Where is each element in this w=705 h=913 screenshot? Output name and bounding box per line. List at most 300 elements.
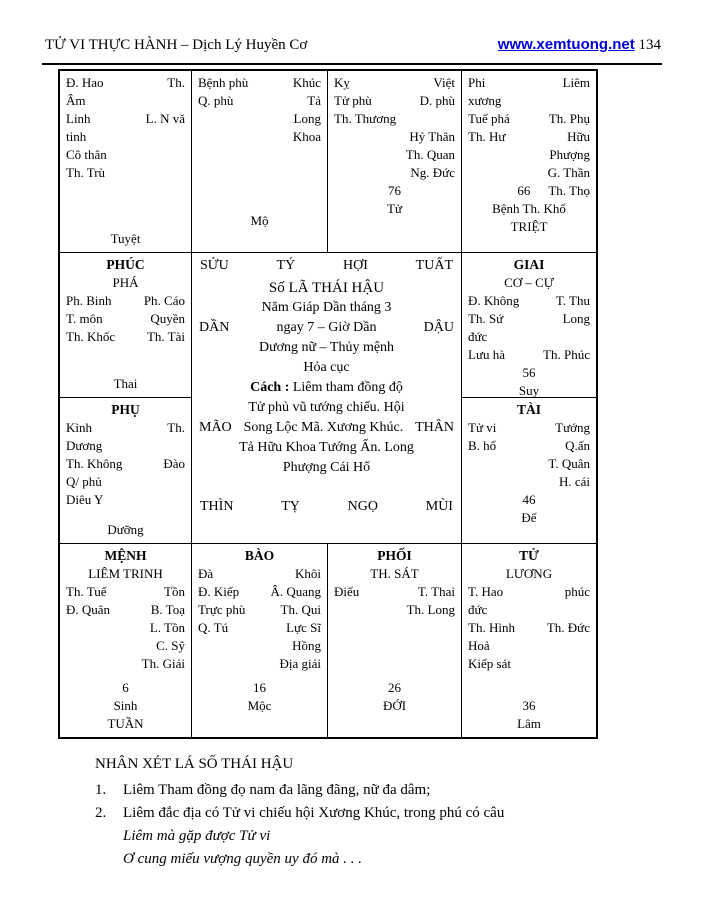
chart-title: Số LÃ THÁI HẬU (268, 279, 385, 296)
star-name: Lực Sĩ (286, 620, 321, 636)
cell-footer-line: ĐỚI (382, 698, 407, 713)
star-name: B. hổ (468, 438, 497, 454)
star-name: Lưu hà (468, 346, 506, 362)
star-name (198, 655, 236, 673)
palace-main-stars: CƠ – CỰ (504, 274, 554, 290)
star-name: Th. Thương (334, 111, 397, 126)
star-name (468, 182, 499, 200)
star-name: H. cái (558, 474, 591, 490)
palace-cell-10 (192, 544, 328, 737)
note-text: Liêm Tham đồng đọ nam đa lãng đãng, nữ đa dâm; (123, 782, 431, 798)
star-name (104, 92, 147, 110)
star-name (421, 182, 455, 200)
star-name (551, 328, 590, 346)
star-name (106, 583, 148, 601)
star-name (237, 110, 282, 128)
star-name: Q.ấn (565, 438, 591, 454)
palace-cell-11 (328, 544, 462, 737)
star-name (368, 601, 407, 619)
star-name: Q/ phủ (66, 474, 102, 490)
star-name: Th. Giải (141, 656, 185, 672)
cell-footer-line: TUẦN (107, 716, 144, 731)
star-name (370, 164, 411, 182)
hoi-line-4: Phượng Cái Hổ (282, 459, 371, 475)
star-line (468, 455, 590, 473)
cell-footer (66, 679, 185, 733)
branch-label: DẦN (199, 319, 230, 335)
star-name: Ng. Đức (410, 165, 455, 180)
star-name: đức (468, 328, 488, 344)
star-name (507, 637, 552, 655)
star-name (507, 328, 552, 346)
branch-label: DẬU (423, 319, 454, 335)
star-name (468, 200, 483, 218)
star-name: Việt (433, 75, 455, 90)
star-line (468, 182, 590, 200)
star-line (66, 74, 185, 92)
header-divider (42, 63, 662, 65)
star-name (104, 74, 147, 92)
star-name: xương (468, 93, 502, 108)
star-line (468, 437, 590, 455)
star-name: Đ. Hao (66, 75, 104, 90)
palace-main-stars: LƯƠNG (505, 566, 553, 582)
cach-line (199, 378, 454, 398)
star-name: Âm (66, 93, 86, 108)
star-name (104, 619, 147, 637)
star-name (468, 146, 506, 164)
star-name: Th. Tuế (66, 584, 107, 600)
star-line (334, 110, 455, 128)
star-line (468, 583, 590, 601)
star-name (428, 110, 455, 128)
star-name (558, 382, 590, 398)
palace-name: MỆNH (104, 548, 147, 564)
star-name: Th. Không (66, 456, 123, 472)
branch-row-mid-1 (199, 318, 454, 338)
star-name: T. Quân (548, 456, 590, 472)
star-name (507, 437, 552, 455)
star-name (147, 437, 185, 455)
star-line (66, 601, 185, 619)
star-name (468, 364, 503, 382)
star-name: Tử (387, 201, 402, 216)
cell-footer-line: Tuyệt (110, 230, 141, 246)
star-name: Â. Quang (270, 584, 321, 600)
star-line (66, 637, 185, 655)
star-name (555, 491, 590, 509)
star-name: Suy (518, 382, 540, 398)
star-name: Bệnh Th. Khổ (492, 201, 566, 216)
hoi-line-2: Song Lộc Mã. Xương Khúc. (243, 419, 404, 435)
star-name (575, 200, 590, 218)
star-line (198, 565, 321, 583)
star-line (468, 619, 590, 637)
palace-name: PHỐI (377, 548, 412, 564)
palace-name: TÀI (516, 402, 541, 418)
document-title: TỬ VI THỰC HÀNH – Dịch Lý Huyền Cơ (45, 37, 308, 53)
note-number: 1. (95, 782, 107, 798)
star-line (468, 382, 590, 398)
hoi-line-3: Tả Hữu Khoa Tướng Ấn. Long (239, 439, 414, 455)
star-line (334, 182, 455, 200)
star-name: Điếu (334, 584, 360, 600)
star-name (334, 146, 367, 164)
notes-list (95, 779, 655, 825)
star-name (551, 637, 590, 655)
star-name: Diêu Y (66, 492, 104, 508)
branch-label: SỬU (200, 257, 229, 273)
star-line (468, 292, 590, 310)
star-name: Th. Quan (405, 147, 455, 162)
birth-year-line: Năm Giáp Dần tháng 3 (261, 299, 392, 315)
star-name (107, 146, 149, 164)
star-line (66, 491, 185, 509)
star-line (468, 200, 590, 218)
star-line (334, 583, 455, 601)
star-name (556, 509, 590, 527)
cell-footer-line (198, 715, 321, 733)
cell-footer-line: Thai (113, 376, 138, 392)
star-line (198, 110, 321, 128)
star-line (66, 92, 185, 110)
star-name (507, 473, 552, 491)
notes-title: NHÂN XÉT LÁ SỐ THÁI HẬU (95, 756, 294, 772)
star-line (468, 473, 590, 491)
palace-name: BÀO (244, 548, 275, 564)
star-name: Dương (66, 438, 103, 454)
star-line (468, 364, 590, 382)
star-name: Th. Đức (546, 620, 590, 636)
star-name (421, 200, 455, 218)
palace-main-stars: PHÁ (112, 274, 139, 290)
star-name: Hữu (567, 129, 591, 144)
star-name (101, 655, 141, 673)
star-name: Tuế phá (468, 111, 510, 126)
hoi-line-1: Tử phủ vũ tướng chiếu. Hội (248, 399, 405, 415)
note-quote-line: Liêm mà gặp được Tử vi (123, 828, 271, 844)
cell-footer (66, 230, 185, 248)
star-name (553, 655, 590, 673)
branch-label: TỴ (281, 499, 300, 515)
page-header (45, 36, 661, 54)
star-name (507, 583, 552, 601)
tuvi-chart-grid (58, 69, 598, 739)
star-name (372, 74, 416, 92)
star-name (507, 310, 552, 328)
star-name: 76 (387, 183, 401, 198)
star-line (66, 619, 185, 637)
palace-name: TỬ (519, 548, 539, 564)
cell-1 (192, 71, 328, 253)
star-name (468, 218, 495, 236)
star-line (198, 583, 321, 601)
notes-section (95, 753, 655, 871)
star-name (372, 92, 416, 110)
website-link[interactable]: www.xemtuong.net (497, 36, 635, 53)
cach-label: Cách : (250, 379, 290, 395)
star-line (468, 328, 590, 346)
cell-footer-line: Dưỡng (107, 522, 144, 538)
star-name: 56 (522, 364, 536, 380)
star-line (468, 218, 590, 236)
star-name (510, 110, 549, 128)
chart-center-panel (192, 253, 462, 544)
star-name (104, 437, 147, 455)
star-name: 46 (522, 492, 536, 508)
star-name (147, 92, 185, 110)
star-line (198, 601, 321, 619)
star-name: Cô thân (66, 147, 107, 162)
star-name (555, 364, 590, 382)
notes-quotes (95, 825, 655, 871)
star-name: Kiếp sát (468, 656, 511, 672)
star-name (198, 637, 237, 655)
star-name: Kỵ (334, 75, 350, 90)
star-name (245, 601, 280, 619)
star-line (334, 146, 455, 164)
gender-destiny-line: Dương nữ – Thủy mệnh (258, 339, 395, 355)
star-name (237, 619, 282, 637)
star-name (66, 619, 104, 637)
star-name: Th. Long (406, 602, 455, 618)
star-name (505, 455, 548, 473)
star-name (507, 128, 552, 146)
star-name (468, 455, 505, 473)
star-line (468, 601, 590, 619)
star-name (239, 583, 270, 601)
star-name: Ph. Cáo (143, 292, 185, 308)
star-line (66, 455, 185, 473)
star-name (334, 128, 369, 146)
star-name (66, 655, 101, 673)
star-name (236, 655, 280, 673)
star-line (468, 146, 590, 164)
page-number: 134 (638, 37, 661, 53)
star-name: Q. phù (198, 93, 234, 108)
star-name (115, 328, 147, 346)
star-name: Th. Tài (146, 328, 185, 344)
star-name: B. Toạ (150, 602, 185, 618)
star-line (334, 200, 455, 218)
cell-2 (328, 71, 462, 253)
star-name (104, 419, 147, 437)
star-line (66, 419, 185, 437)
star-name (367, 146, 405, 164)
star-name (104, 128, 147, 146)
star-name (237, 128, 282, 146)
star-name (122, 455, 156, 473)
star-name (148, 164, 185, 182)
star-name: Th. Phúc (543, 346, 590, 362)
branch-label: TUẤT (415, 257, 453, 273)
star-name: Khúc (292, 75, 321, 90)
star-name: D. phù (419, 93, 455, 108)
star-name: L. N vă (145, 111, 185, 126)
star-name: T. môn (66, 310, 103, 326)
branch-row-mid-2 (199, 418, 454, 438)
star-name (563, 218, 590, 236)
cell-footer (66, 521, 185, 539)
palace-cell-7 (60, 398, 192, 544)
star-line (66, 328, 185, 346)
palace-cell-6 (462, 253, 596, 398)
palace-cell-9 (60, 544, 192, 737)
palace-name: PHÚC (106, 256, 145, 272)
cell-footer (334, 679, 455, 733)
star-name: C. Sỹ (156, 638, 185, 654)
star-name: Hoả (468, 638, 490, 654)
cell-footer-line: 36 (522, 698, 536, 713)
cell-footer-line: Lâm (517, 716, 541, 731)
branch-label: MÙI (425, 499, 453, 515)
cell-footer (66, 375, 185, 393)
star-name: Th. Qui (280, 602, 321, 618)
star-name (468, 509, 502, 527)
star-name: Th. Hư (468, 129, 506, 144)
cach-text: Liêm tham đồng độ (289, 379, 403, 395)
star-name (112, 292, 144, 310)
star-name (147, 128, 185, 146)
branch-label: TÝ (276, 257, 296, 273)
star-line (66, 655, 185, 673)
cell-footer-line: Mộc (247, 698, 272, 713)
star-name (103, 110, 146, 128)
star-name: Quyền (150, 310, 185, 326)
header-right (498, 36, 661, 54)
star-line (66, 437, 185, 455)
star-name: Tử vi (468, 420, 497, 436)
branch-row-top (199, 256, 454, 276)
star-name: Đà (198, 566, 214, 582)
star-name (104, 637, 147, 655)
palace-cell-8 (462, 398, 596, 544)
star-name (507, 74, 552, 92)
star-name (149, 146, 185, 164)
star-name (198, 128, 237, 146)
star-name: Địa giải (279, 656, 321, 672)
branch-label: THÂN (415, 419, 454, 435)
star-line (468, 110, 590, 128)
star-name: Đào (163, 456, 185, 472)
star-name: Th. Khốc (66, 328, 116, 344)
star-line (66, 164, 185, 182)
branch-label: MÃO (199, 419, 232, 435)
star-name (468, 473, 507, 491)
star-name (505, 346, 543, 364)
star-line (334, 92, 455, 110)
star-name: T. Hao (468, 584, 504, 600)
star-name: Th. Trù (66, 165, 106, 180)
star-name: Đ. Không (468, 292, 520, 308)
star-name: Th. Hình (468, 620, 515, 636)
star-name (237, 92, 282, 110)
star-name: Long (293, 111, 321, 126)
star-name: Tướng (555, 420, 591, 436)
star-line (468, 637, 590, 655)
branch-label: HỢI (343, 257, 368, 273)
star-line (198, 637, 321, 655)
note-text: Liêm đắc địa có Tử vi chiếu hội Xương Khúc, trong phú có câu (123, 805, 505, 821)
star-line (468, 419, 590, 437)
star-name (515, 619, 547, 637)
star-name (66, 637, 104, 655)
star-name: Phượng (549, 147, 590, 162)
note-number: 2. (95, 805, 107, 821)
star-name: Q. Tú (198, 620, 229, 636)
star-name (519, 292, 556, 310)
star-line (66, 128, 185, 146)
star-name: phúc (564, 584, 591, 600)
star-line (66, 292, 185, 310)
star-name (506, 146, 550, 164)
cell-footer (198, 212, 321, 248)
star-name (147, 491, 185, 509)
star-name: Phi (468, 75, 486, 90)
star-name: G. Thần (547, 165, 590, 180)
star-name (105, 164, 148, 182)
star-name: Khoa (292, 129, 321, 144)
star-name (104, 491, 147, 509)
star-name (237, 637, 282, 655)
birth-day-line: ngay 7 – Giờ Dần (276, 319, 377, 335)
star-name: Th. Sứ (468, 310, 504, 326)
star-line (468, 164, 590, 182)
star-name (104, 473, 147, 491)
note-quote-line: Ơ cung miếu vượng quyền uy đó mà . . . (123, 851, 363, 867)
star-line (468, 128, 590, 146)
star-name (198, 110, 237, 128)
palace-name: GIAI (513, 256, 545, 272)
cell-footer-line: 16 (253, 680, 266, 695)
star-name (110, 601, 150, 619)
star-name (468, 382, 500, 398)
star-name: Đ. Kiếp (198, 584, 240, 600)
star-name: Hỷ Thân (409, 129, 455, 144)
branch-label: THÌN (200, 499, 234, 515)
star-line (468, 509, 590, 527)
star-name: Đế (521, 510, 537, 526)
star-line (468, 655, 590, 673)
star-name: L. Tồn (149, 620, 185, 636)
branch-label: NGỌ (347, 499, 378, 515)
star-name: Th. Phụ (548, 111, 590, 126)
star-line (198, 655, 321, 673)
star-name (505, 164, 548, 182)
star-line (334, 601, 455, 619)
star-name: Trực phù (198, 602, 246, 618)
cell-0 (60, 71, 192, 253)
star-name (248, 74, 287, 92)
cell-footer-line: Sinh (113, 698, 138, 713)
star-name: 66 (517, 183, 531, 198)
cell-footer-line: 6 (122, 680, 129, 695)
cell-3 (462, 71, 596, 253)
cell-footer (468, 697, 590, 733)
star-name: Liêm (562, 75, 591, 90)
star-name (507, 419, 552, 437)
star-line (334, 128, 455, 146)
star-line (468, 310, 590, 328)
star-name: T. Thu (555, 292, 590, 308)
star-name (468, 164, 505, 182)
star-name (511, 655, 553, 673)
star-name (507, 601, 552, 619)
star-name: Ph. Binh (66, 292, 112, 308)
star-name (372, 583, 416, 601)
star-line (468, 92, 590, 110)
star-name (507, 92, 552, 110)
